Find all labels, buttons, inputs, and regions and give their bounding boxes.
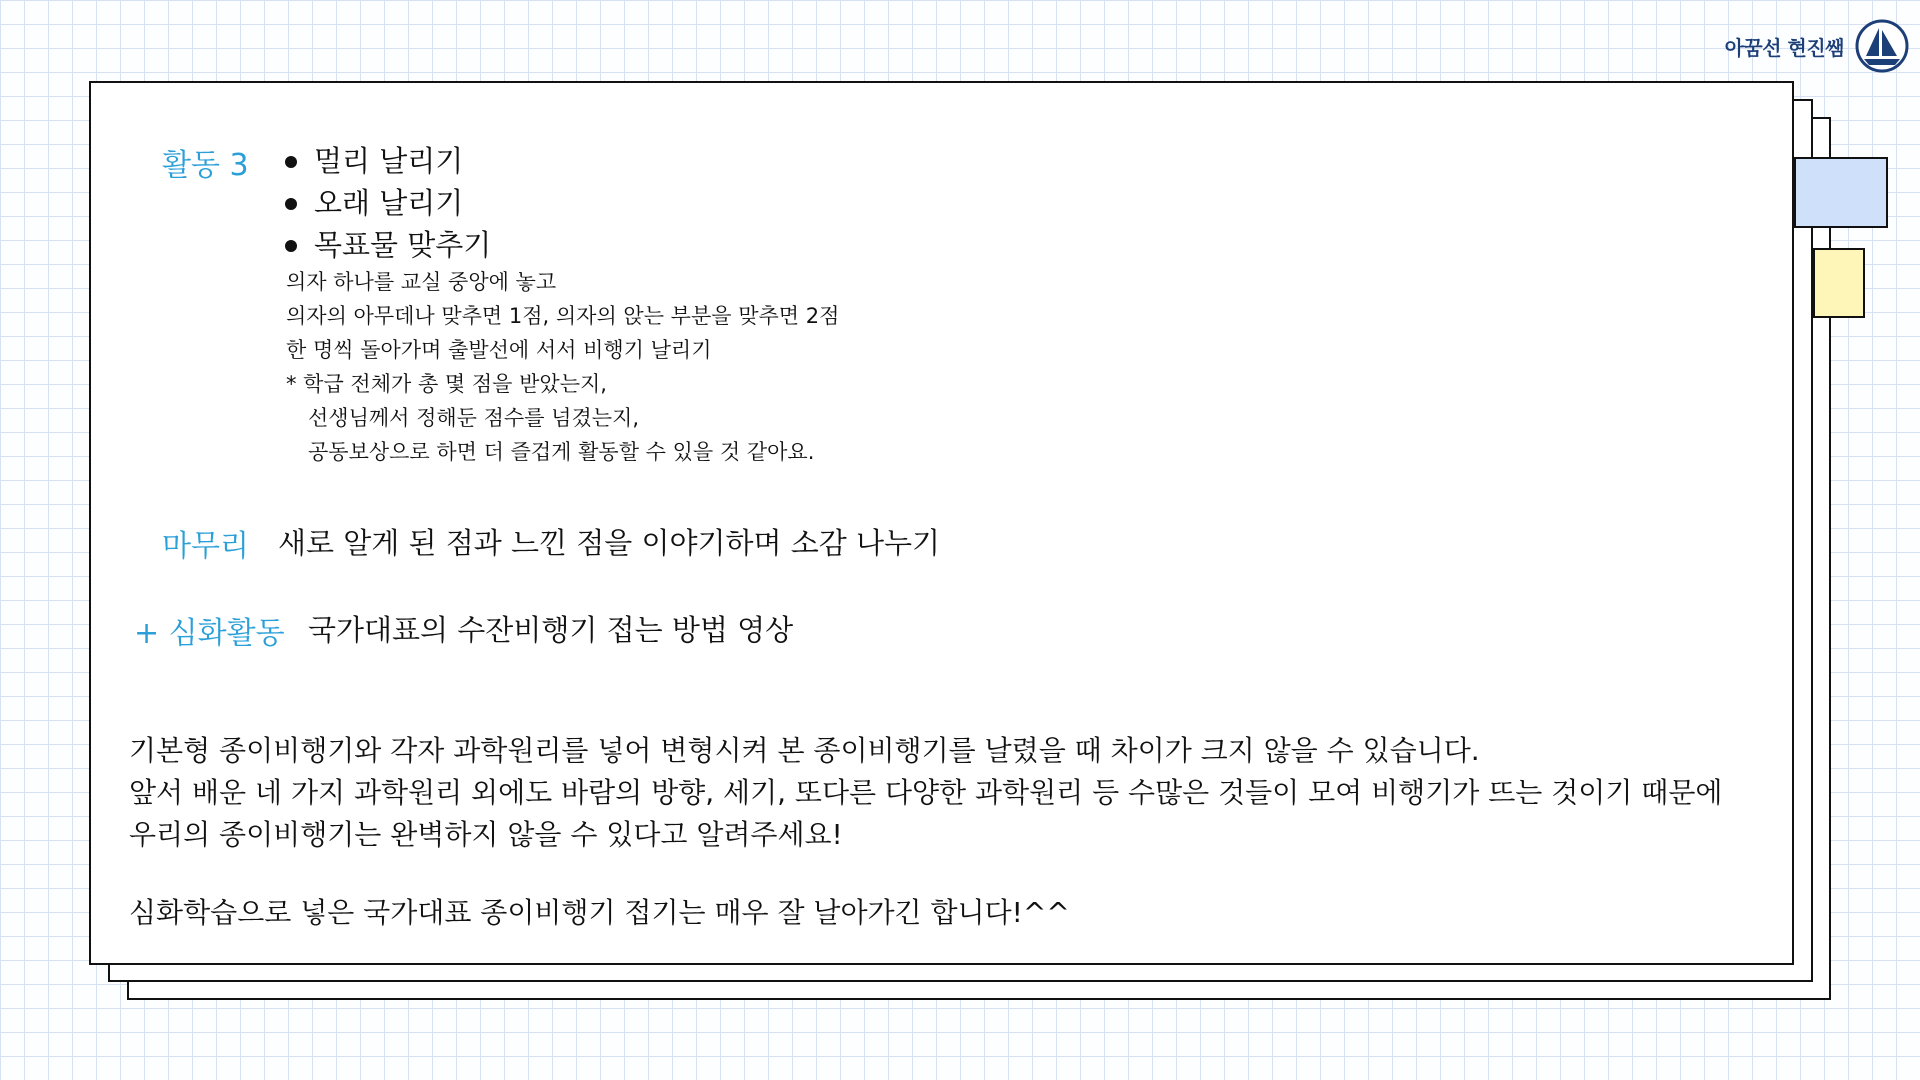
activity3-notes [286, 265, 839, 469]
brand-name: 아꿈선 현진쌤 [1724, 35, 1844, 60]
closing-line: 심화학습으로 넣은 국가대표 종이비행기 접기는 매우 잘 날아가긴 합니다!^^ [129, 896, 1070, 929]
note-line: * 학급 전체가 총 몇 점을 받았는지, [286, 372, 607, 396]
wrapup-label: 마무리 [162, 529, 249, 564]
sailboat-logo-icon [1854, 18, 1910, 74]
list-item: 오래 날리기 [282, 182, 491, 224]
note-line: 의자 하나를 교실 중앙에 놓고 [286, 270, 557, 294]
paragraph-line: 우리의 종이비행기는 완벽하지 않을 수 있다고 알려주세요! [129, 818, 843, 851]
yellow-bookmark-tab [1813, 248, 1865, 318]
note-line: 선생님께서 정해둔 점수를 넘겼는지, [308, 406, 639, 430]
list-item: 목표물 맞추기 [282, 224, 491, 266]
list-item: 멀리 날리기 [282, 140, 491, 182]
note-line: 한 명씩 돌아가며 출발선에 서서 비행기 날리기 [286, 338, 712, 362]
paragraph-line: 기본형 종이비행기와 각자 과학원리를 넣어 변형시켜 본 종이비행기를 날렸을 때 차이가 크지 않을 수 있습니다. [129, 734, 1480, 767]
activity3-list [282, 140, 491, 266]
blue-bookmark-tab [1794, 157, 1888, 228]
deepening-label: + 심화활동 [134, 616, 285, 651]
deepening-text: 국가대표의 수잔비행기 접는 방법 영상 [308, 613, 794, 647]
explanation-paragraph [129, 730, 1722, 856]
note-line: 공동보상으로 하면 더 즐겁게 활동할 수 있을 것 같아요. [308, 440, 815, 464]
paragraph-line: 앞서 배운 네 가지 과학원리 외에도 바람의 방향, 세기, 또다른 다양한 과학원리 등 수많은 것들이 모여 비행기가 뜨는 것이기 때문에 [129, 776, 1723, 809]
wrapup-text: 새로 알게 된 점과 느낀 점을 이야기하며 소감 나누기 [278, 526, 941, 560]
activity3-label: 활동 3 [162, 148, 249, 183]
brand-header [1725, 18, 1910, 74]
note-line: 의자의 아무데나 맞추면 1점, 의자의 앉는 부분을 맞추면 2점 [286, 304, 840, 328]
